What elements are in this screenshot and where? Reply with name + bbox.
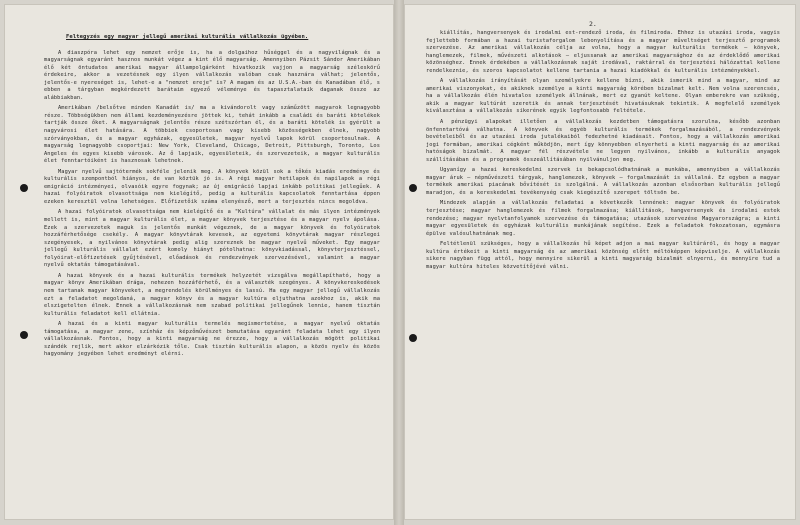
left-paragraph-6: A hazai és a kinti magyar kulturális termelés megismertetése, a magyar nyelvű oktatás támogatása, a magyar zene, színház és képzőművészet bemutatása egyaránt feladata lehet egy ilyen vállalkozásnak. Fontos, hogy a kinti magyarság ne érezze, hogy a vállalkozás mögött politikai szándék rejlik, mert akkor elzárkózik tőle. Csak tisztán kulturális alapon, a közös nyelv és közös hagyomány jegyében lehet eredményt elérni. <box>44 321 380 358</box>
right-paragraph-3: A pénzügyi alapokat illetően a vállalkozás kezdetben támogatásra szorulna, később azonban önfenntartóvá válhatna. A könyvek és egyéb kulturális termékek forgalmazásából, a rendezvények bevételeiből és az utazási iroda jutalékaiból fedezhetné kiadásait. Fontos, hogy a vállalkozás amerikai jogi formában, amerikai cégként működjön, mert így könnyebben elnyerheti a kinti magyarság és az amerikai hatóságok bizalmát. A magyar fél részvétele ne legyen nyilvános, inkább a kulturális anyagok szállításában és a programok összeállításában nyilvánuljon meg. <box>426 119 780 163</box>
right-paragraph-1: kiállítás, hangversenyek és irodalmi est-rendező iroda, és filmiroda. Ehhez is utazási iroda, vagyis fejlettebb formában a hazai turistaforgalom lebonyolítása és a magyar műveltséget terjesztő programok szervezése. Az amerikai vállalkozás célja az volna, hogy a magyar kulturális termékek – könyvek, hanglemezek, filmek, művészeti alkotások – eljussanak az amerikai magyarsághoz és az érdeklődő amerikai közönséghez. Ennek érdekében a vállalkozásnak saját irodával, raktárral és terjesztési hálózattal kellene rendelkeznie, és szoros kapcsolatot kellene tartania a hazai kiadókkal és kulturális intézményekkel. <box>426 30 780 74</box>
document-title: Feltegyzés egy magyar jellegű amerikai kulturális vállalkozás ügyében. <box>66 34 309 40</box>
page-gutter <box>394 0 404 525</box>
left-page <box>4 4 394 520</box>
left-paragraph-4: A hazai folyóiratok olvasottsága nem kielégítő és a "Kultúra" vállalat és más ilyen intézmények mellett is, mint a magyar kulturális élet, a magyar könyvek terjesztése és a magyar nyelv ápolása. Ezek a szervezetek maguk is jelentős munkát végeznek, de a magyar könyvek és folyóiratok hozzáférhetősége csekély. A magyar könyvtárak kevesek, az egyetemi könyvtárak magyar részlegei szegényesek, a nyilvános könyvtárak pedig alig szereznek be magyar nyelvű műveket. Egy magyar jellegű kulturális vállalat ezért komoly hiányt pótolhatna: könyvkiadással, könyvterjesztéssel, folyóirat-előfizetések gyűjtésével, előadások és rendezvények szervezésével, valamint a magyar nyelvű oktatás támogatásával. <box>44 209 380 269</box>
page-number: 2. <box>589 20 597 28</box>
punch-hole-left-top <box>20 184 28 192</box>
left-paragraph-1: A diaszpóra lehet egy nemzet erője is, ha a dolgaihoz hűséggel és a nagyvilágnak és a magyarságnak egyaránt hasznos munkát végez a kint élő magyarság. Amennyiben Pázsit Sándor Amerikában élő két öntudatos amerikai magyar állampolgárként hivatkozik vajjon a magyarság széleskörű érdekeire, akkor a vezetésnek egy ilyen vállalkozás valóban csak hasznára válhat; jelentős, jelentős-e nyereséget is, lehet-e a "nemzet ereje" is? A magam és az U.S.A.-ban és Kanadában élő, s ebben a tárgyban megkérdezett barátaim egyező véleménye és tapasztalataik daganak össze az alábbiakban. <box>44 49 380 101</box>
left-page-text <box>44 34 380 508</box>
right-paragraph-5: Mindezek alapján a vállalkozás feladatai a következők lennének: magyar könyvek és folyóiratok terjesztése; magyar hanglemezek és filmek forgalmazása; kiállítások, hangversenyek és irodalmi estek rendezése; magyar nyelvtanfolyamok szervezése és támogatása; utazások szervezése Magyarországra; a kinti magyar egyesületek és egyházak kulturális munkájának segítése. Ezek a feladatok fokozatosan, egymásra épülve valósulhatnának meg. <box>426 200 780 237</box>
right-paragraph-6: Feltétlenül szükséges, hogy a vállalkozás hű képet adjon a mai magyar kultúráról, és hogy a magyar kultúra értékeit a kinti magyarság és az amerikai közönség előtt méltóképpen képviselje. A vállalkozás sikere nagyban függ attól, hogy mennyire sikerül a kinti magyarság bizalmát elnyerni, és mennyire tud a magyar kultúra hiteles közvetítőjévé válni. <box>426 241 780 270</box>
punch-hole-right-bottom <box>409 334 417 342</box>
punch-hole-right-top <box>409 184 417 192</box>
left-paragraph-3: Magyar nyelvű sajtótermék sokféle jelenik meg. A könyvek közül sok a tőkés kiadás eredménye és kulturális szempontból hiányos, de van köztük jó is. A régi magyar hetilapok és napilapok a régi emigráció intézményei, olvasóik egyre fogynak; az új emigráció lapjai inkább politikai jellegűek. A hazai folyóiratok olvasottsága nem kielégítő, pedig a kulturális kapcsolatok fenntartása éppen ezeken keresztül volna lehetséges. Előfizetőik száma elenyésző, mert a terjesztés nincs megoldva. <box>44 168 380 205</box>
left-paragraph-2: Amerikában /belsőtve minden Kanadát is/ ma a kivándorolt vagy száműzött magyarok legnagyobb része. Többségükben nem állami kezdeményezésre jöttek ki, tehát inkább a családi és baráti kötelékek tartják össze őket. A magyarságnak jelentős része szétszórtan él, és a baráti kötelék is gyérült a nagyvárosi élet hatására. A többiek csoportosan vagy kisebb közösségekben élnek, nagyobb szórványokban, és a magyar egyházak, egyesületek, magyar nyelvű lapok körül csoportosulnak. A magyarság legnagyobb csoportjai: New York, Cleveland, Chicago, Detroit, Pittsburgh, Toronto, Los Angeles és egyes kisebb városok. Az ő lapjaik, egyesületeik, és szervezeteik, a magyar kulturális élet fenntartóiként is hasznosak lehetnek. <box>44 105 380 165</box>
right-paragraph-4: Ugyanígy a hazai kereskedelmi szervek is bekapcsolódhatnának a munkába, amennyiben a vállalkozás magyar áruk – népművészeti tárgyak, hanglemezek, könyvek – forgalmazását is vállalná. Ez egyben a magyar termékek amerikai piacának bővítését is szolgálná. A vállalkozás azonban elsősorban kulturális jellegű maradjon, és a kereskedelmi tevékenység csak kiegészítő szerepet töltsön be. <box>426 167 780 196</box>
right-page <box>404 4 796 520</box>
right-page-text <box>426 30 780 508</box>
punch-hole-left-bottom <box>20 331 28 339</box>
right-paragraph-2: A vállalkozás irányítását olyan személyekre kellene bízni, akik ismerik mind a magyar, mind az amerikai viszonyokat, és akiknek személye a kinti magyarság körében bizalmat kelt. Nem volna szerencsés, ha a vállalkozás élén hivatalos személyek állnának, mert ez gyanút keltene. Olyan emberekre van szükség, akik a magyar kultúrát szeretik és annak terjesztését hivatásuknak tekintik. A megfelelő személyek kiválasztása a vállalkozás sikerének egyik legfontosabb feltétele. <box>426 78 780 115</box>
left-paragraph-5: A hazai könyvek és a hazai kulturális termékek helyzetét vizsgálva megállapítható, hogy a magyar könyv Amerikában drága, nehezen hozzáférhető, és a választék szegényes. A könyvkereskedések nem tartanak magyar könyveket, a megrendelés körülményes és lassú. Ha egy magyar jellegű vállalkozás ezt a feladatot megoldaná, a magyar könyv és a magyar kultúra eljuthatna azokhoz is, akik ma elszigetelten élnek. Ennek a vállalkozásnak nem szabad politikai jellegűnek lennie, hanem tisztán kulturális feladatot kell ellátnia. <box>44 272 380 317</box>
